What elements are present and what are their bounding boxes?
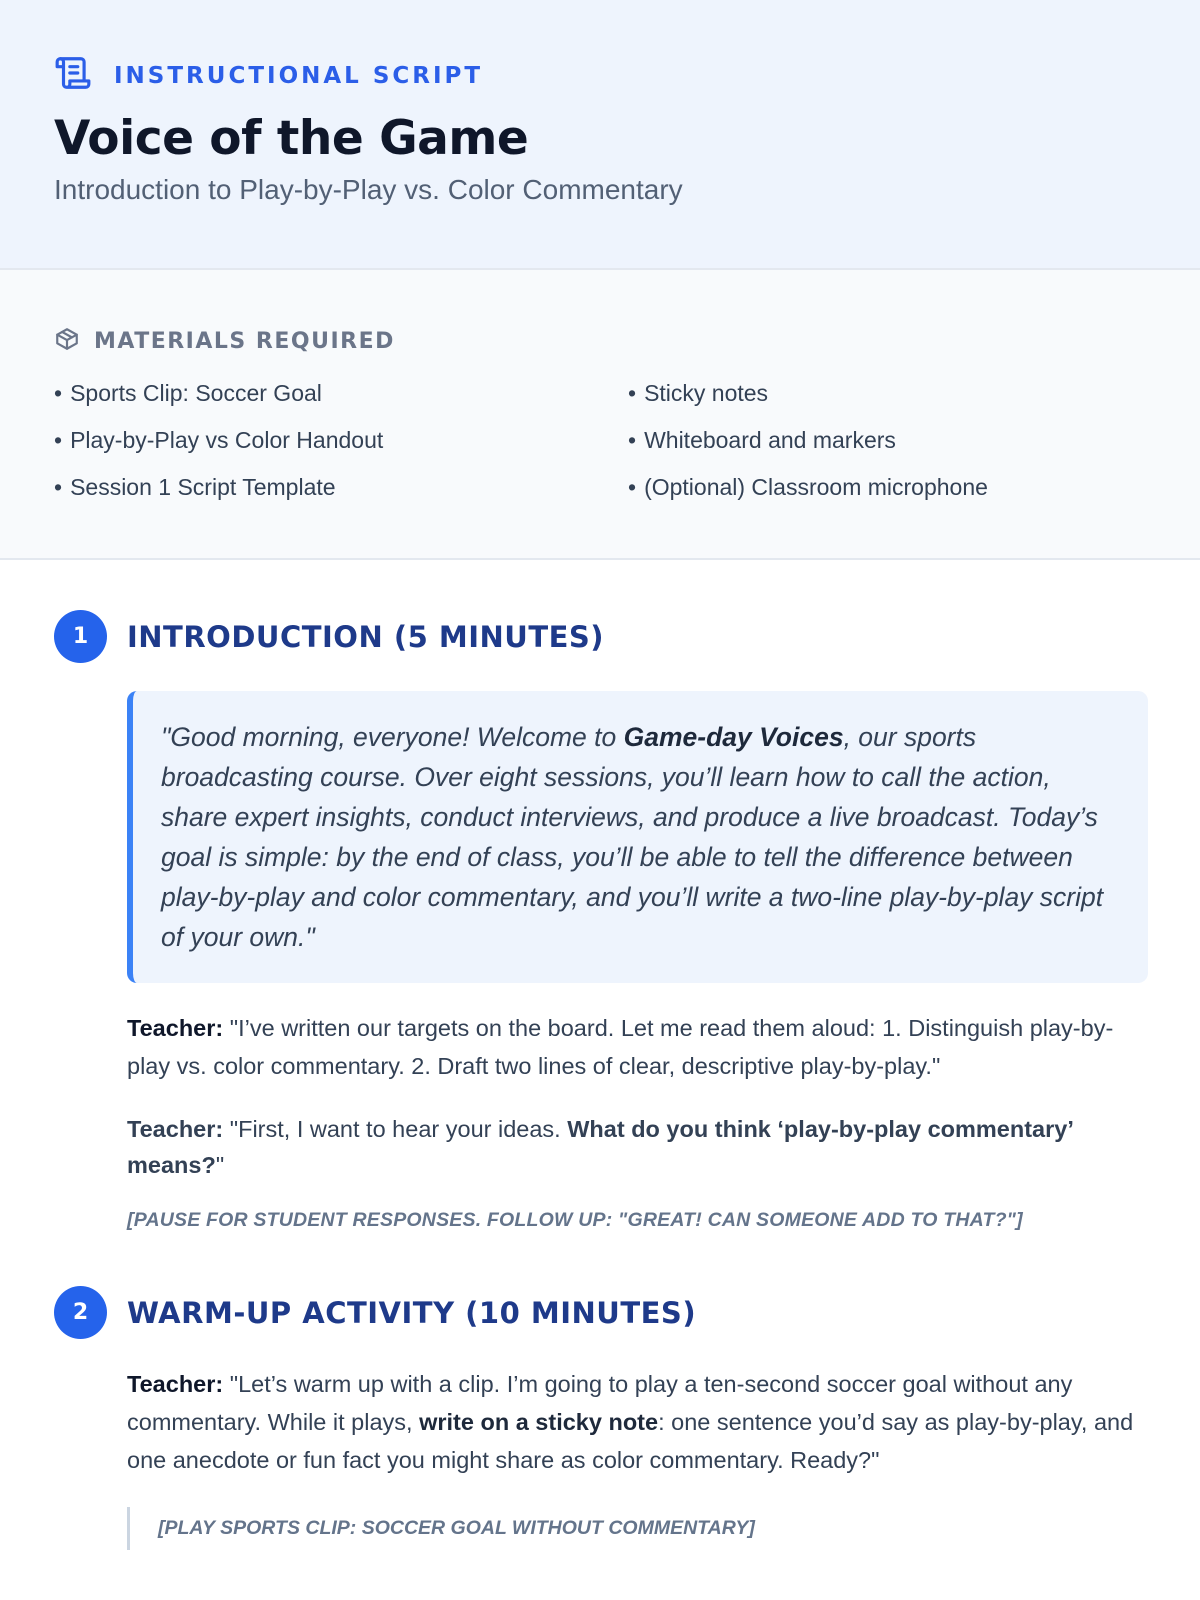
page-header: [0, 0, 1200, 270]
page-subtitle: Introduction to Play-by-Play vs. Color Commentary: [54, 174, 683, 205]
section-body: [127, 691, 1148, 1232]
section-number-badge: 2: [54, 1286, 107, 1339]
page-title: Voice of the Game: [54, 111, 529, 166]
speaker-label: Teacher:: [127, 1015, 224, 1041]
teacher-line-text: ": [215, 1152, 225, 1178]
materials-list: [54, 379, 1146, 501]
teacher-line: [127, 1111, 1148, 1183]
script-content: [0, 560, 1200, 1550]
section-body: [127, 1365, 1148, 1550]
teacher-line-emphasis: write on a sticky note: [419, 1409, 659, 1435]
quote-emphasis: Game-day Voices: [623, 722, 844, 752]
section-title: INTRODUCTION (5 MINUTES): [127, 619, 605, 654]
stage-direction: [PLAY SPORTS CLIP: SOCCER GOAL WITHOUT COMMENTARY]: [127, 1507, 1148, 1550]
teacher-line-text: "I’ve written our targets on the board. Let me read them aloud: 1. Distinguish play-by-play vs. color commentary. 2. Draft two lines of clear, descriptive play-by-play.": [127, 1015, 1114, 1079]
eyebrow: [54, 54, 1146, 97]
section-title: WARM-UP ACTIVITY (10 MINUTES): [127, 1295, 697, 1330]
teacher-line-text: "First, I want to hear your ideas.: [223, 1116, 568, 1142]
teacher-line: [127, 1009, 1148, 1085]
materials-panel: [0, 270, 1200, 560]
section-warm-up: [54, 1286, 1148, 1550]
box-icon: [54, 326, 80, 357]
speaker-label: Teacher:: [127, 1116, 224, 1142]
materials-item: • Whiteboard and markers: [628, 426, 1148, 454]
quote-text: , our sports broadcasting course. Over eight sessions, you’ll learn how to call the action, share expert insights, conduct interviews, and produce a live broadcast. Today’s goal is simple: by the end of class, you’ll be able to tell the difference between play-by-play and color commentary, and you’ll write a two-line play-by-play script of your own.": [161, 722, 1104, 952]
materials-item: • Session 1 Script Template: [54, 473, 628, 501]
opening-quote: [127, 691, 1148, 983]
materials-item: • Sticky notes: [628, 379, 1148, 407]
teacher-line-text: "Let’s warm up with a clip. I’m going to play a ten-second soccer goal without any commentary. While it plays,: [127, 1371, 1073, 1435]
materials-heading-label: MATERIALS REQUIRED: [94, 329, 395, 354]
section-heading: [54, 1286, 1148, 1339]
eyebrow-label: INSTRUCTIONAL SCRIPT: [114, 62, 484, 89]
materials-heading: [54, 326, 1146, 357]
section-introduction: [54, 610, 1148, 1232]
scroll-icon: [54, 54, 92, 97]
teacher-line-text: : one sentence you’d say as play-by-play, and one anecdote or fun fact you might share as color commentary. Ready?": [127, 1409, 1134, 1473]
section-number-badge: 1: [54, 610, 107, 663]
speaker-label: Teacher:: [127, 1371, 224, 1397]
teacher-line-emphasis: What do you think ‘play-by-play commentary’ means?: [127, 1116, 1073, 1178]
materials-item: • Sports Clip: Soccer Goal: [54, 379, 628, 407]
quote-text: "Good morning, everyone! Welcome to: [161, 722, 624, 752]
teacher-line: [127, 1365, 1148, 1479]
materials-item: • Play-by-Play vs Color Handout: [54, 426, 628, 454]
stage-direction: [PAUSE FOR STUDENT RESPONSES. FOLLOW UP: "GREAT! CAN SOMEONE ADD TO THAT?"]: [127, 1209, 1023, 1231]
section-heading: [54, 610, 1148, 663]
materials-item: • (Optional) Classroom microphone: [628, 473, 1148, 501]
